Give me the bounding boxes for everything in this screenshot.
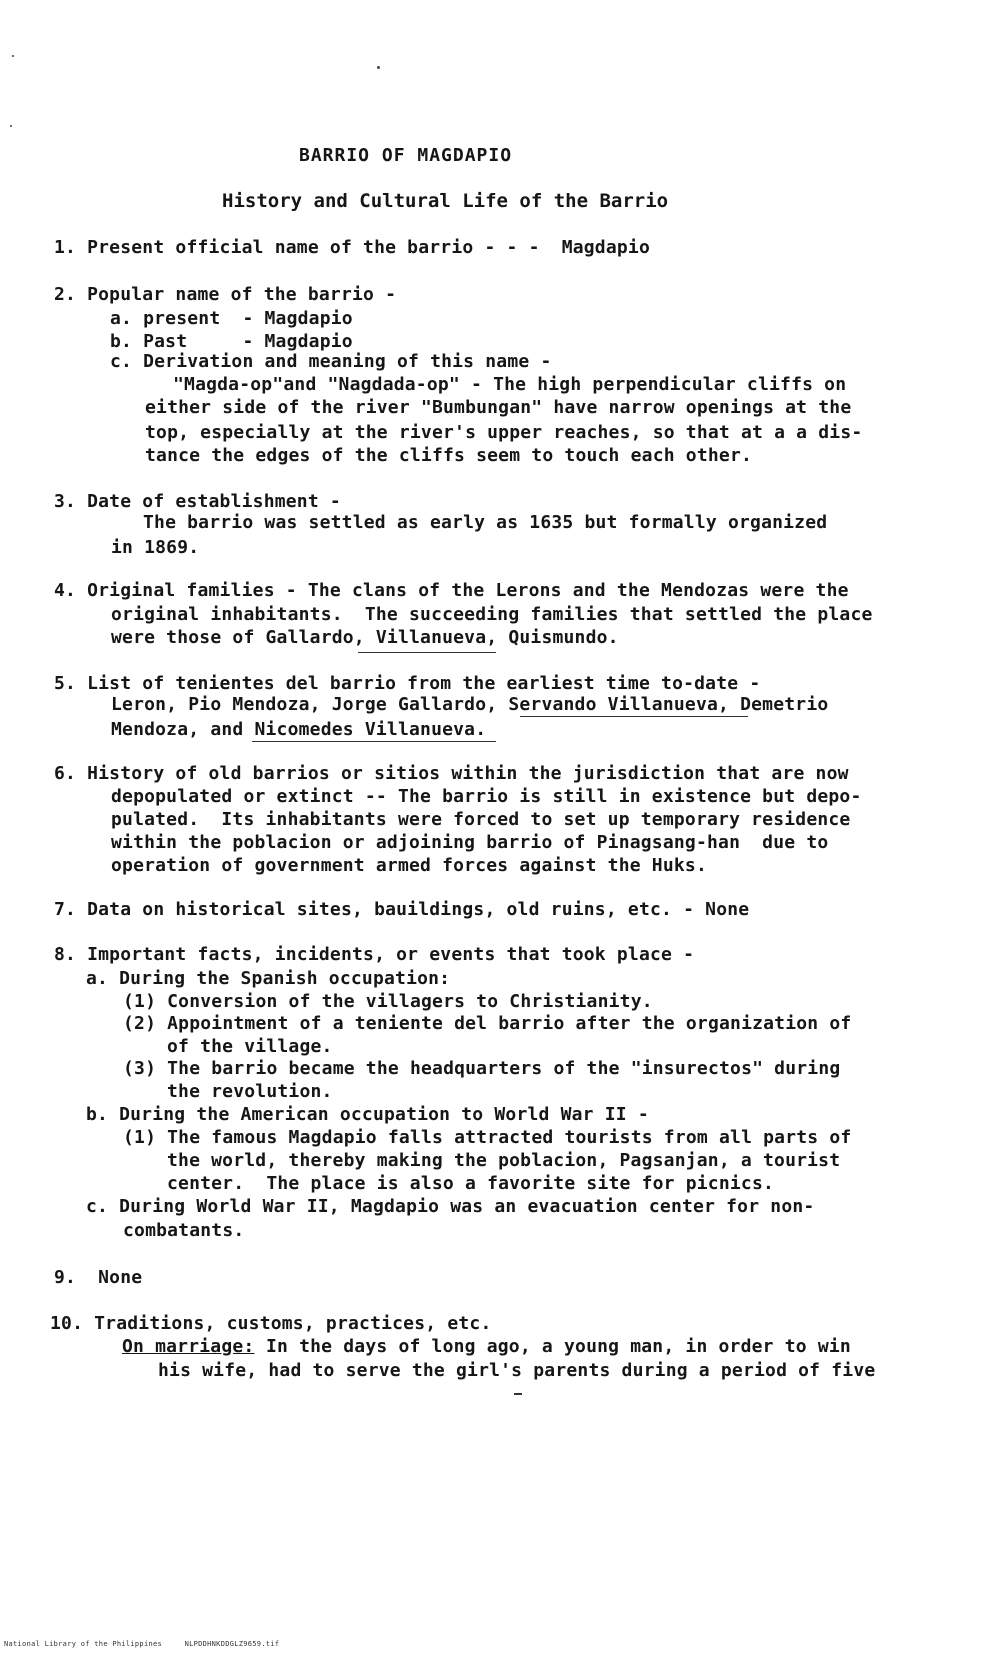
item-10: 10. Traditions, customs, practices, etc. [50, 1313, 492, 1334]
scan-speck [12, 55, 14, 57]
item-2c-text: top, especially at the river's upper reaches, so that at a a dis- [145, 422, 863, 443]
marriage-heading: On marriage: [122, 1336, 255, 1357]
item-8a: a. During the Spanish occupation: [86, 968, 451, 989]
item-1: 1. Present official name of the barrio - - - Magdapio [54, 237, 650, 258]
item-2b: b. Past - Magdapio [110, 331, 353, 352]
document-subtitle: History and Cultural Life of the Barrio [222, 190, 669, 212]
document-title: BARRIO OF MAGDAPIO [299, 145, 513, 166]
item-4: 4. Original families - The clans of the Lerons and the Mendozas were the [54, 580, 849, 601]
item-2c-text: tance the edges of the cliffs seem to touch each other. [145, 445, 753, 466]
item-10-text: In the days of long ago, a young man, in order to win [266, 1336, 851, 1357]
item-8a-1: (1) Conversion of the villagers to Christianity. [123, 991, 653, 1012]
underline-mark [252, 741, 496, 742]
item-8c-cont: combatants. [123, 1220, 245, 1241]
item-2c-text: either side of the river "Bumbungan" have narrow openings at the [145, 397, 852, 418]
item-2c-text: "Magda-op"and "Nagdada-op" - The high perpendicular cliffs on [173, 374, 847, 395]
item-8b-1-cont: center. The place is also a favorite site for picnics. [167, 1173, 775, 1194]
page-continuation-mark [514, 1393, 522, 1395]
item-2c: c. Derivation and meaning of this name - [110, 351, 552, 372]
item-8b-1: (1) The famous Magdapio falls attracted tourists from all parts of [123, 1127, 852, 1148]
item-4-text: were those of Gallardo, Villanueva, Quismundo. [111, 627, 619, 648]
item-4-text: original inhabitants. The succeeding families that settled the place [111, 604, 873, 625]
scan-speck [377, 66, 380, 69]
item-3-text: in 1869. [111, 537, 200, 558]
item-6-text: depopulated or extinct -- The barrio is still in existence but depo- [111, 786, 862, 807]
item-7: 7. Data on historical sites, bauildings, old ruins, etc. - None [54, 899, 750, 920]
item-6-text: operation of government armed forces against the Huks. [111, 855, 707, 876]
item-6: 6. History of old barrios or sitios within the jurisdiction that are now [54, 763, 849, 784]
scan-footer: National Library of the Philippines NLPDDHNKDDGLZ9659.tif [4, 1640, 280, 1648]
item-8a-3: (3) The barrio became the headquarters of the "insurectos" during [123, 1058, 841, 1079]
item-6-text: within the poblacion or adjoining barrio of Pinagsang-han due to [111, 832, 829, 853]
item-8a-3-cont: the revolution. [167, 1081, 333, 1102]
item-8-heading: 8. Important facts, incidents, or events that took place - [54, 944, 695, 965]
item-3-text: The barrio was settled as early as 1635 but formally organized [143, 512, 828, 533]
item-10-text: his wife, had to serve the girl's parents during a period of five [158, 1360, 876, 1381]
item-5: 5. List of tenientes del barrio from the earliest time to-date - [54, 673, 761, 694]
item-5-text: Mendoza, and Nicomedes Villanueva. [111, 719, 487, 740]
item-2a: a. present - Magdapio [110, 308, 353, 329]
item-6-text: pulated. Its inhabitants were forced to set up temporary residence [111, 809, 851, 830]
item-2-heading: 2. Popular name of the barrio - [54, 284, 397, 305]
scan-speck [10, 125, 12, 127]
item-8a-2: (2) Appointment of a teniente del barrio after the organization of [123, 1013, 852, 1034]
underline-mark [358, 652, 496, 653]
item-3-heading: 3. Date of establishment - [54, 491, 341, 512]
item-8b-1-cont: the world, thereby making the poblacion, Pagsanjan, a tourist [167, 1150, 841, 1171]
underline-mark [520, 716, 748, 717]
item-8c: c. During World War II, Magdapio was an evacuation center for non- [86, 1196, 815, 1217]
item-8b: b. During the American occupation to World War II - [86, 1104, 649, 1125]
item-8a-2-cont: of the village. [167, 1036, 333, 1057]
item-9: 9. None [54, 1267, 143, 1288]
item-5-text: Leron, Pio Mendoza, Jorge Gallardo, Servando Villanueva, Demetrio [111, 694, 829, 715]
